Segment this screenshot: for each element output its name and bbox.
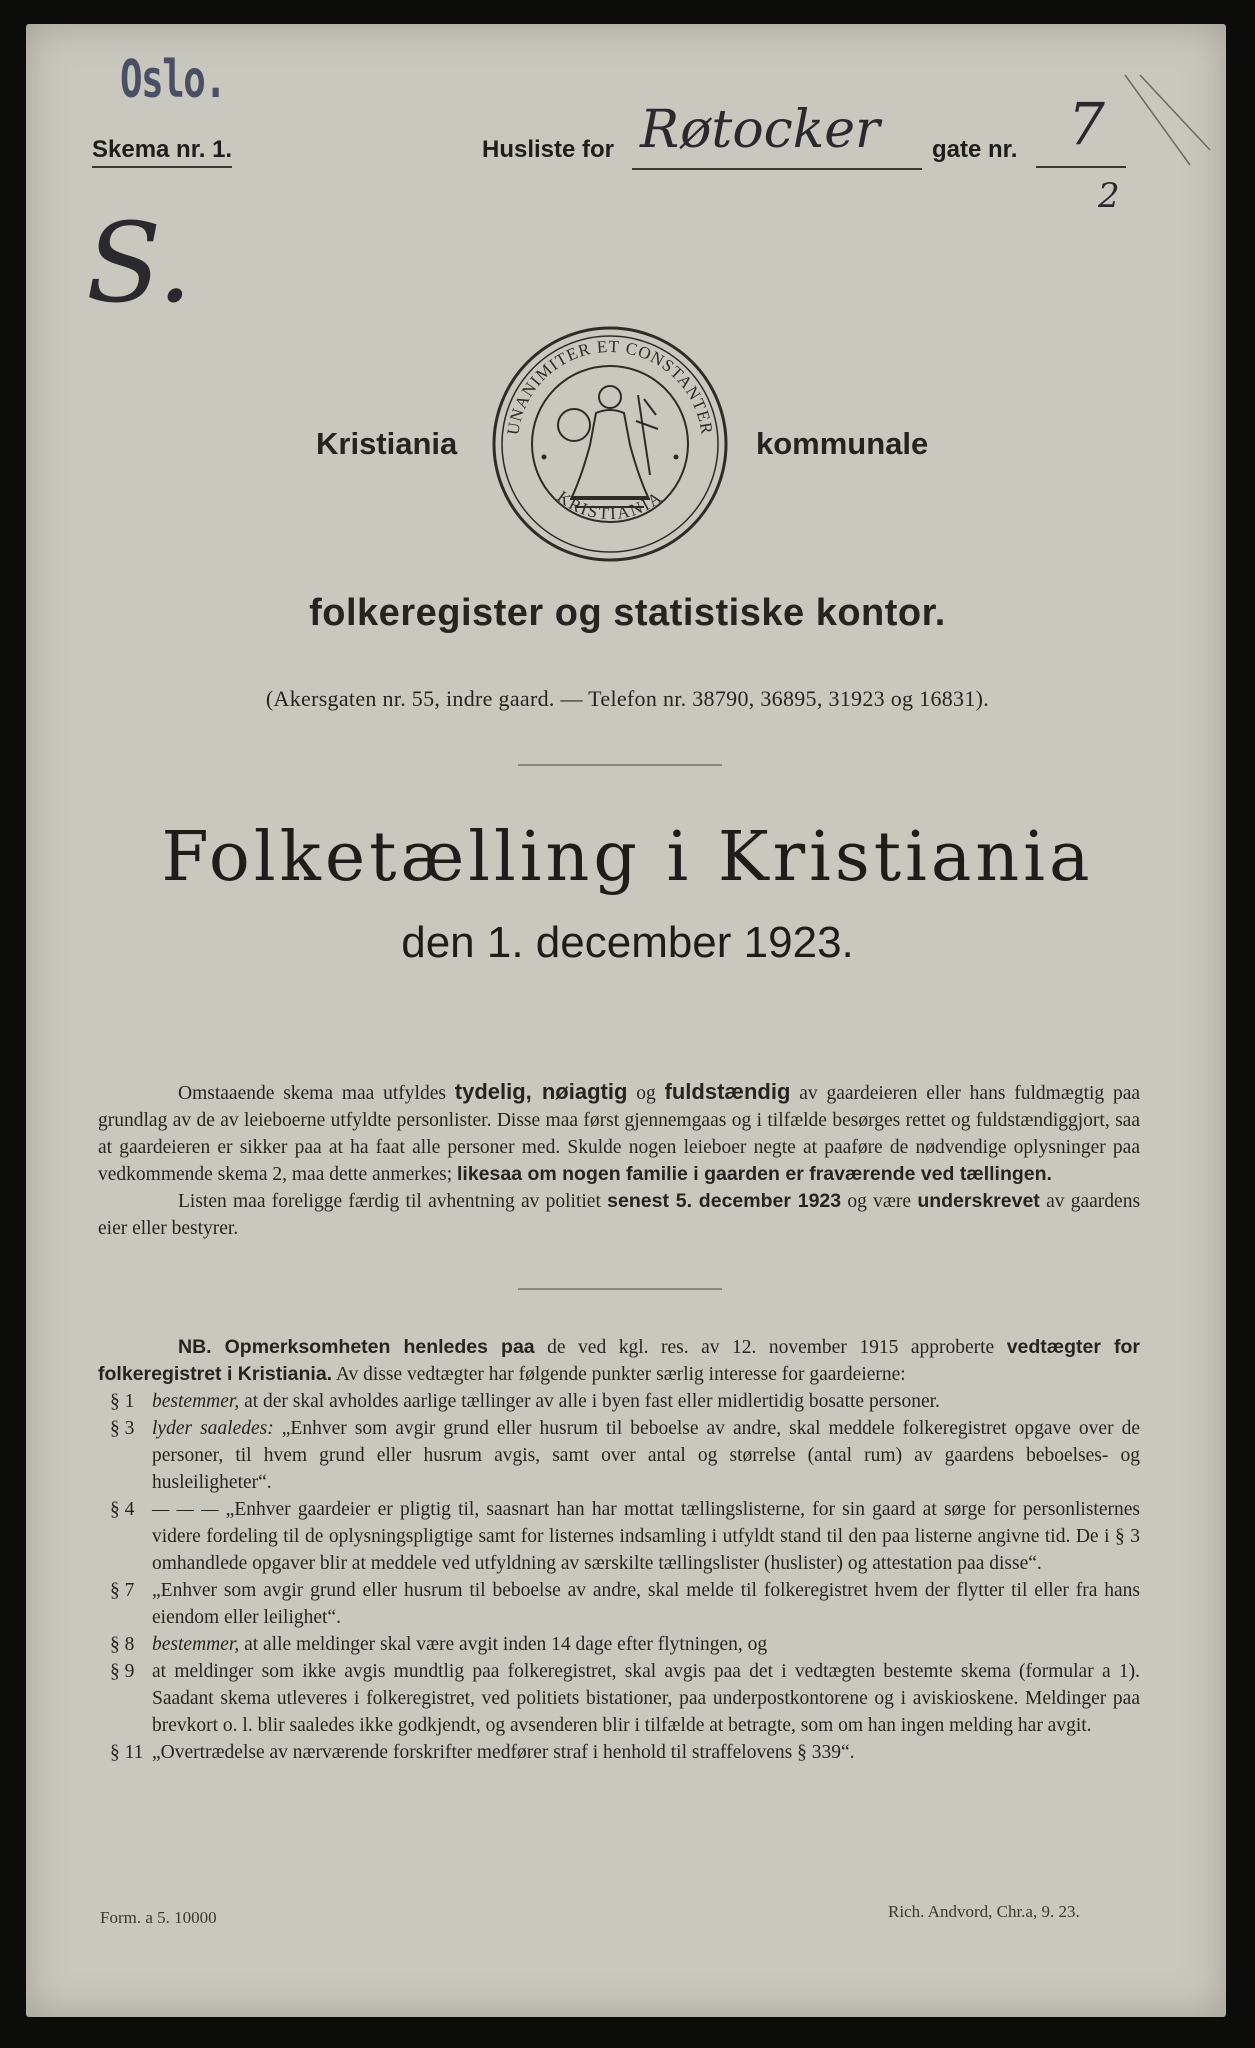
seal-text-top: UNANIMITER ET CONSTANTER [503,336,717,437]
gate-number-handwritten: 7 [1068,90,1105,158]
section-number: § 9 [110,1661,135,1682]
section-item [98,1658,1140,1739]
office-right: kommunale [756,426,929,461]
section-item [98,1739,1140,1766]
section-text: „Enhver som avgir grund eller husrum til beboelse av andre, skal melde til folkeregistret hvem der flytter til eller fra hans eiendom eller leilighet“. [152,1580,1140,1628]
section-lead: — — — [152,1499,219,1520]
section-lead: bestemmer, [152,1634,240,1655]
section-text: at meldinger som ikke avgis mundtlig paa folkeregistret, skal avgis paa det i vedtægten bestemte skema (formular a 1). Saadant skema utleveres i folkeregistret, ved politiets bistationer, paa underpostkontorene og i aviskioskene. Meldinger paa brevkort o. l. blir saaledes ikke godkjendt, og avsenderen blir i tilfælde at betragte, som om han ingen melding har avgit. [152,1661,1140,1736]
nb-section [98,1334,1140,1766]
instr-text: og være [847,1191,912,1212]
section-text: „Overtrædelse av nærværende forskrifter medfører straf i henhold til straffelovens § 339“. [152,1742,855,1763]
instr-emphasis: tydelig, nøiagtig [454,1079,628,1104]
section-number: § 4 [110,1499,135,1520]
gate-label: gate nr. [932,136,1018,163]
office-address: (Akersgaten nr. 55, indre gaard. — Telefon nr. 38790, 36895, 31923 og 16831). [265,686,990,711]
section-number: § 7 [110,1580,135,1601]
nb-heading: NB. Opmerksomheten henledes paa [178,1336,535,1358]
sections-list [98,1388,1140,1766]
gate-fraction-handwritten: 2 [1098,176,1120,216]
divider-1 [518,764,722,766]
street-handwritten: Røtocker [640,100,880,160]
section-number: § 3 [110,1418,135,1439]
seal-text-bottom: KRISTIANIA [553,486,667,524]
form-number: Form. a 5. 10000 [100,1908,217,1927]
oslo-stamp: Oslo. [120,50,226,110]
nb-text: Av disse vedtægter har følgende punkter særlig interesse for gaardeierne: [335,1364,906,1385]
initial-handwritten: S. [86,199,193,327]
skema-label: Skema nr. 1. [92,136,232,168]
nb-emphasis: vedtægter for folkeregistret i Kristiania. [98,1336,1141,1385]
husliste-label: Husliste for [482,136,615,163]
section-number: § 8 [110,1634,135,1655]
svg-text:KRISTIANIA [554,487,667,523]
section-lead: bestemmer, [152,1391,240,1412]
instr-text: av gaardeieren eller hans fuldmægtig paa grundlag av de av leieboerne utfyldte personlister. Disse maa først gjennemgaas og i tilfælde besørges rettet og fuldstændiggjort, saa at gaardeieren er sikker paa at ha faat alle personer med. Skulde nogen leieboer negte at paaføre de nødvendige oplysninger paa vedkommende skema 2, maa dette anmerkes; [98,1083,1141,1185]
office-left: Kristiania [316,426,458,461]
section-text: at der skal avholdes aarlige tællinger av alle i byen fast eller midlertidig bosatte personer. [244,1391,940,1412]
printer-imprint: Rich. Andvord, Chr.a, 9. 23. [888,1902,1080,1921]
section-text: „Enhver gaardeier er pligtig til, saasnart han har mottat tællingslisterne, for sin gaard at sørge for personlisternes videre fordeling til de oplysningspligtige samt for listernes indsamling i utfyldt stand til den paa listerne angivne tid. De i § 3 omhandlede opgaver blir at meddele ved utfyldning av særskilte tællingslister (huslister) og attestation paa disse“. [152,1499,1140,1574]
instr-deadline: senest 5. december 1923 [607,1190,842,1212]
section-item [98,1415,1140,1496]
instr-emphasis: fuldstændig [664,1079,791,1104]
section-number: § 11 [110,1742,144,1763]
instr-text: Omstaaende skema maa utfyldes [178,1083,446,1104]
instr-emphasis: likesaa om nogen familie i gaarden er fraværende ved tællingen. [457,1163,1052,1185]
instr-text: og [636,1083,656,1104]
section-text: „Enhver som avgir grund eller husrum til beboelse av andre, skal meddele folkeregistret opgave over de personer, til hvem grund eller husrum avgis, samt over antal og størrelse (antal rum) av gaardens beboelses- og husleiligheter“. [152,1418,1140,1493]
instr-text: Listen maa foreligge færdig til avhentning av politiet [178,1191,601,1212]
section-lead: lyder saaledes: [152,1418,274,1439]
section-text: at alle meldinger skal være avgit inden 14 dage efter flytningen, og [244,1634,768,1655]
street-line [632,168,922,170]
page-title: Folketælling i Kristiania [161,818,1094,897]
section-item [98,1577,1140,1631]
divider-2 [518,1288,722,1290]
nb-text: de ved kgl. res. av 12. november 1915 approberte [547,1337,995,1358]
section-item [98,1496,1140,1577]
section-item [98,1388,1140,1415]
instr-emphasis: underskrevet [917,1190,1040,1212]
page-subtitle: den 1. december 1923. [401,918,854,967]
section-number: § 1 [110,1391,135,1412]
gate-line [1036,166,1126,168]
office-name: folkeregister og statistiske kontor. [309,592,946,634]
instr-text: av gaardens eier eller bestyrer. [98,1191,1141,1239]
corner-pencil-mark [1120,70,1220,170]
kristiania-seal [488,325,732,563]
section-item [98,1631,1140,1658]
instructions [98,1078,1140,1242]
